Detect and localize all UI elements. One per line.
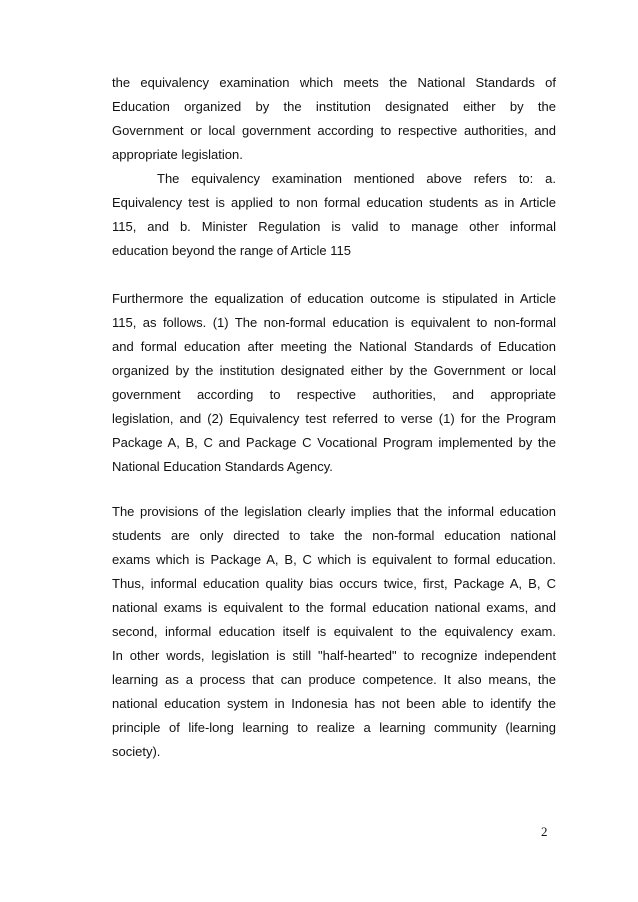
text-line: national education system in Indonesia has not been able to identify the [112, 696, 556, 711]
text-line: Furthermore the equalization of education outcome is stipulated in Article [112, 291, 556, 306]
text-line: Thus, informal education quality bias occurs twice, first, Package A, B, C [112, 576, 556, 591]
text-line: Package A, B, C and Package C Vocational Program implemented by the [112, 435, 556, 450]
page-number: 2 [541, 824, 548, 839]
text-line: Equivalency test is applied to non formal education students as in Article [112, 195, 556, 210]
text-line: Government or local government according to respective authorities, and [112, 123, 556, 138]
text-line: second, informal education itself is equivalent to the equivalency exam. [112, 624, 556, 639]
text-line: principle of life-long learning to realize a learning community (learning [112, 720, 556, 735]
text-line: National Education Standards Agency. [112, 459, 333, 474]
text-line: exams which is Package A, B, C which is equivalent to formal education. [112, 552, 556, 567]
text-line: 115, and b. Minister Regulation is valid to manage other informal [112, 219, 556, 234]
text-line: society). [112, 744, 161, 759]
text-line: In other words, legislation is still "half-hearted" to recognize independent [112, 648, 556, 663]
text-line: organized by the institution designated either by the Government or local [112, 363, 556, 378]
text-line: students are only directed to take the non-formal education national [112, 528, 556, 543]
text-line: appropriate legislation. [112, 147, 243, 162]
text-line: and formal education after meeting the National Standards of Education [112, 339, 556, 354]
text-line: legislation, and (2) Equivalency test referred to verse (1) for the Program [112, 411, 556, 426]
text-line: the equivalency examination which meets the National Standards of [112, 75, 556, 90]
text-line: Education organized by the institution designated either by the [112, 99, 556, 114]
paragraph-legislation-provisions [112, 500, 556, 764]
text-line: national exams is equivalent to the formal education national exams, and [112, 600, 556, 615]
text-line: 115, as follows. (1) The non-formal education is equivalent to non-formal [112, 315, 556, 330]
text-line: The equivalency examination mentioned above refers to: a. [157, 171, 556, 186]
text-line: learning as a process that can produce competence. It also means, the [112, 672, 556, 687]
paragraph-equivalency-examination [112, 71, 556, 263]
paragraph-equalization-outcome [112, 287, 556, 479]
text-line: The provisions of the legislation clearly implies that the informal education [112, 504, 556, 519]
text-line: education beyond the range of Article 115 [112, 243, 351, 258]
text-line: government according to respective authorities, and appropriate [112, 387, 556, 402]
